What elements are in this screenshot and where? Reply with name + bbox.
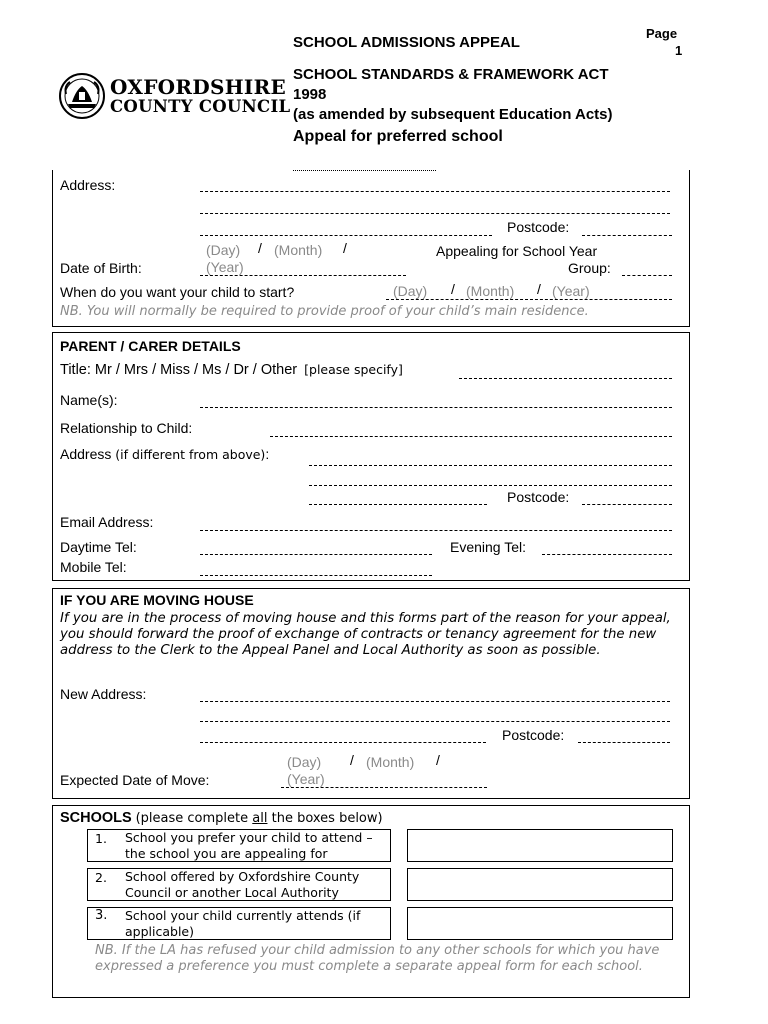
moving-body-text: If you are in the process of moving house and this forms part of the reason for your appeal, you should forward the proof of exchange of contracts or tenancy agreement for the new address to the Clerk to the Appeal Panel and Local Authority as soon as possible. — [60, 611, 671, 658]
parent-address-hint: (if different from above) — [115, 447, 266, 462]
start-slash-2: / — [537, 281, 541, 297]
new-address-line-1[interactable] — [200, 701, 670, 702]
dob-year-placeholder[interactable]: (Year) — [206, 259, 244, 275]
preferred-school-input[interactable] — [407, 829, 673, 862]
title-label — [60, 362, 403, 378]
school-row-2-text: School offered by Oxfordshire County Council or another Local Authority — [125, 869, 360, 900]
moving-heading: IF YOU ARE MOVING HOUSE — [60, 592, 254, 608]
dob-month-placeholder[interactable]: (Month) — [274, 242, 323, 258]
dob-day-placeholder[interactable]: (Day) — [206, 242, 241, 258]
new-address-line-2[interactable] — [200, 721, 670, 722]
new-postcode-label: Postcode: — [502, 727, 565, 743]
names-input[interactable] — [200, 407, 672, 408]
group-label: Group: — [568, 260, 611, 276]
child-postcode-input[interactable] — [582, 235, 672, 236]
offered-school-input[interactable] — [407, 868, 673, 901]
logo-line-1: OXFORDSHIRE — [110, 75, 287, 99]
act-line-2: 1998 — [293, 86, 327, 103]
dob-line[interactable] — [200, 275, 406, 276]
move-date-label: Expected Date of Move: — [60, 772, 210, 788]
schools-instruction-pre: (please complete — [135, 811, 253, 826]
daytime-tel-label: Daytime Tel: — [60, 539, 137, 555]
child-address-label: Address: — [60, 177, 116, 193]
appeal-year-label: Appealing for School Year — [436, 243, 598, 259]
school-row-3-number: 3. — [95, 908, 108, 923]
start-year-placeholder[interactable]: (Year) — [552, 283, 590, 299]
move-date-line[interactable] — [281, 787, 487, 788]
group-input[interactable] — [622, 275, 672, 276]
evening-tel-label: Evening Tel: — [450, 539, 527, 555]
school-row-1-number: 1. — [95, 831, 107, 846]
schools-heading-row — [60, 809, 383, 826]
start-month-placeholder[interactable]: (Month) — [466, 283, 515, 299]
logo-line-2: COUNTY COUNCIL — [110, 97, 291, 116]
child-address-line-3[interactable] — [200, 235, 492, 236]
parent-heading: PARENT / CARER DETAILS — [60, 338, 241, 354]
title-other-input[interactable] — [459, 378, 672, 379]
email-input[interactable] — [200, 530, 672, 531]
council-logo — [58, 72, 291, 120]
parent-address-colon: : — [265, 446, 270, 462]
move-slash-2: / — [436, 752, 440, 768]
schools-heading: SCHOOLS — [60, 810, 132, 826]
parent-address-line-2[interactable] — [309, 485, 672, 486]
evening-tel-input[interactable] — [542, 554, 672, 555]
email-label: Email Address: — [60, 514, 154, 530]
residence-note: NB. You will normally be required to provide proof of your child’s main residence. — [60, 304, 589, 319]
school-row-3-text: School your child currently attends (if applicable) — [125, 908, 361, 939]
move-slash-1: / — [350, 752, 354, 768]
start-date-label: When do you want your child to start? — [60, 284, 295, 300]
school-row-2-number: 2. — [95, 870, 107, 885]
start-date-line[interactable] — [386, 299, 672, 300]
parent-postcode-label: Postcode: — [507, 489, 570, 505]
relationship-input[interactable] — [270, 436, 672, 437]
move-month-placeholder[interactable]: (Month) — [366, 754, 415, 770]
relationship-label: Relationship to Child: — [60, 420, 193, 436]
mobile-tel-input[interactable] — [200, 575, 432, 576]
dob-label: Date of Birth: — [60, 260, 142, 276]
title-hint: [please specify] — [304, 362, 403, 377]
schools-instruction-post: the boxes below) — [267, 811, 383, 826]
act-line-3: (as amended by subsequent Education Acts) — [293, 106, 613, 123]
parent-address-label — [60, 446, 269, 462]
move-year-placeholder[interactable]: (Year) — [287, 771, 325, 787]
parent-address-text: Address — [60, 446, 112, 462]
daytime-tel-input[interactable] — [200, 554, 432, 555]
move-day-placeholder[interactable]: (Day) — [287, 754, 322, 770]
child-address-line-2[interactable] — [200, 213, 670, 214]
start-day-placeholder[interactable]: (Day) — [393, 283, 428, 299]
new-address-line-3[interactable] — [200, 742, 486, 743]
names-label: Name(s): — [60, 392, 118, 408]
mobile-tel-label: Mobile Tel: — [60, 559, 127, 575]
new-postcode-input[interactable] — [578, 742, 670, 743]
crest-icon — [58, 72, 106, 120]
new-address-label: New Address: — [60, 686, 147, 702]
title-options: Title: Mr / Mrs / Miss / Ms / Dr / Other — [60, 362, 298, 378]
parent-postcode-input[interactable] — [582, 504, 672, 505]
child-postcode-label: Postcode: — [507, 219, 570, 235]
school-row-1-text: School you prefer your child to attend – the school you are appealing for — [125, 830, 373, 861]
parent-address-line-3[interactable] — [309, 504, 487, 505]
schools-instruction-emphasis: all — [252, 811, 268, 826]
dob-slash-2: / — [343, 240, 347, 256]
child-address-line-1[interactable] — [200, 191, 670, 192]
schools-instruction — [136, 811, 383, 826]
dob-slash-1: / — [258, 240, 262, 256]
form-title: SCHOOL ADMISSIONS APPEAL — [293, 34, 520, 51]
parent-address-line-1[interactable] — [309, 465, 672, 466]
act-line-1: SCHOOL STANDARDS & FRAMEWORK ACT — [293, 66, 609, 83]
page-number: 1 — [675, 43, 683, 58]
schools-note: NB. If the LA has refused your child admission to any other schools for which you have expressed a preference you must complete a separate appeal form for each school. — [95, 943, 660, 974]
current-school-input[interactable] — [407, 907, 673, 940]
start-slash-1: / — [451, 281, 455, 297]
appeal-type: Appeal for preferred school — [293, 128, 503, 145]
page-label: Page — [646, 26, 678, 41]
